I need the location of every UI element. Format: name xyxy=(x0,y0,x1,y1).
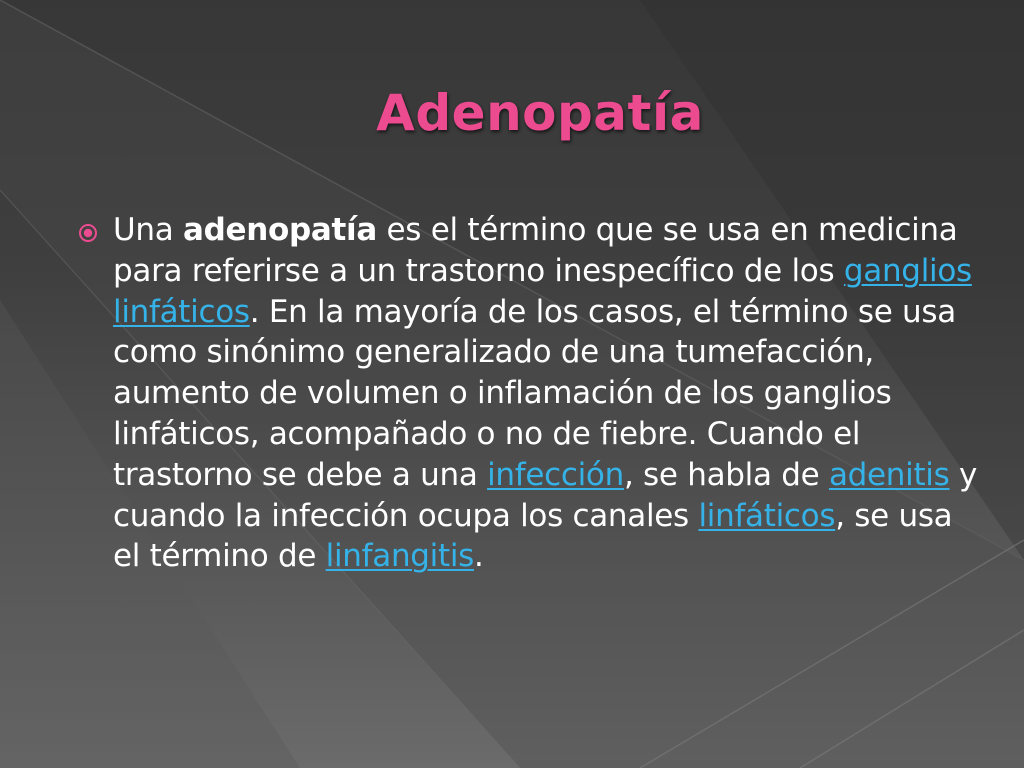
body-text-segment: y cuando la infección ocupa los canales xyxy=(113,456,978,534)
link-linfangitis[interactable]: linfangitis xyxy=(325,538,474,575)
link-adenitis[interactable]: adenitis xyxy=(828,456,950,493)
circle-dot-bullet-icon xyxy=(78,223,98,243)
body-text-segment: es el término que se usa en medicina para referirse a un trastorno inespecífico de los xyxy=(113,212,958,289)
body-paragraph xyxy=(113,210,983,577)
body-text-segment: Una xyxy=(113,212,183,248)
link-linfaticos[interactable]: linfáticos xyxy=(698,497,836,534)
term-adenopatia: adenopatía xyxy=(183,212,377,248)
body-text-segment: , se habla de xyxy=(623,456,829,493)
body-text-segment: . xyxy=(474,538,484,575)
link-infeccion[interactable]: infección xyxy=(487,456,624,493)
slide-title: Adenopatía xyxy=(376,84,704,142)
link-ganglios-linfaticos[interactable]: ganglios linfáticos xyxy=(113,252,972,330)
body-text-segment: , se usa el término de xyxy=(113,497,953,575)
body-text-segment: . En la mayoría de los casos, el término se usa como sinónimo generalizado de una tumefacción, aumento de volumen o inflamación de los ganglios linfáticos, acompañado o no de fiebre. Cuando el trastorno se debe a una xyxy=(113,293,956,493)
